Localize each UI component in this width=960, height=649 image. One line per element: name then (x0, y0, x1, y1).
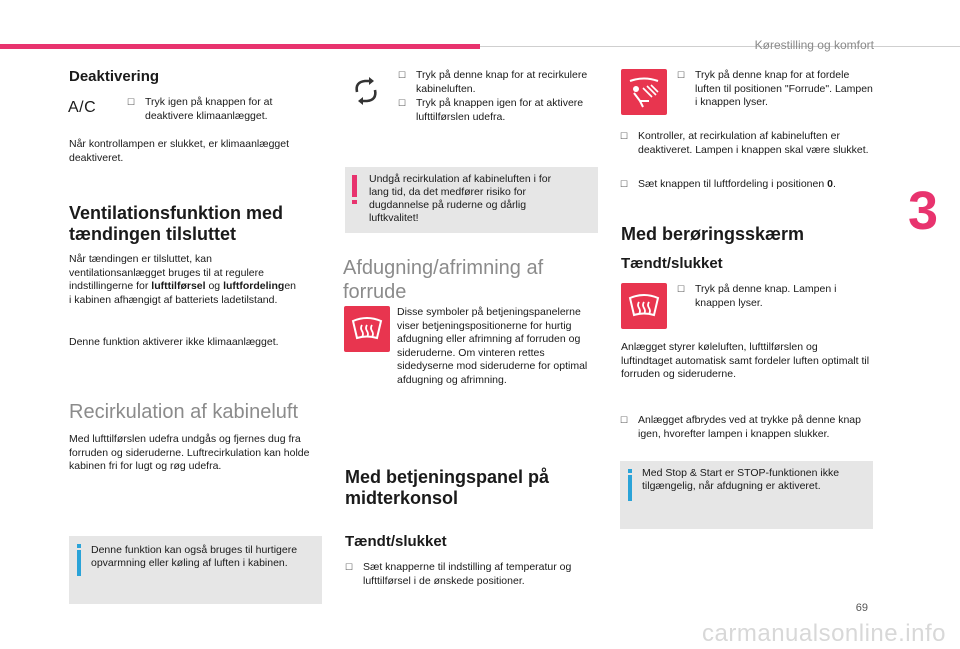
checkbox-bullet-icon: ☐ (398, 98, 407, 108)
checkbox-bullet-icon: ☐ (127, 97, 136, 107)
windshield-defrost-touch-icon (621, 283, 667, 329)
windshield-airflow-icon (621, 69, 667, 115)
checkbox-bullet-icon: ☐ (677, 70, 686, 80)
console-heading: Med betjeningspanel på midterkonsol (345, 467, 550, 508)
defog-text: Disse symboler på betjeningspanelerne viser betjeningspositionerne for hurtig afdugning eller afrimning af forruden og sideruderne. Om vinteren rettes sidedyserne mod sideruderne for optimal afdugning og afrimning. (397, 306, 588, 386)
info-icon (77, 544, 81, 548)
checkbox-bullet-icon: ☐ (620, 131, 629, 141)
stop-note: Med Stop & Start er STOP-funktionen ikke tilgængelig, når afdugning er aktiveret. (620, 461, 873, 529)
touch-bullet: ☐ Tryk på denne knap. Lampen i knappen lyser. (677, 283, 837, 309)
stop-bullet: ☐ Anlægget afbrydes ved at trykke på denne knap igen, hvorefter lampen i knappen slukker. (620, 414, 861, 440)
checkbox-bullet-icon: ☐ (620, 415, 629, 425)
checkbox-bullet-icon: ☐ (398, 70, 407, 80)
windshield-defrost-icon (344, 306, 390, 352)
checkbox-bullet-icon: ☐ (677, 284, 686, 294)
watermark: carmanualsonline.info (702, 620, 946, 647)
onoff-heading: Tændt/slukket (345, 533, 447, 550)
onoff-bullet: ☐ Sæt knapperne til indstilling af temperatur og lufttilførsel i de ønskede positioner. (345, 561, 572, 587)
ac-icon: A/C (68, 99, 97, 116)
recirculation-icon (351, 76, 381, 106)
recirc-bullet-1: ☐ Tryk på denne knap for at recirkulere kabineluften. (398, 69, 588, 95)
touch-text: Anlægget styrer køleluften, lufttilførslen og luftindtaget automatisk samt fordeler luften optimalt til forruden og sideruderne. (621, 341, 870, 380)
defog-heading: Afdugning/afrimning af forrude (343, 257, 544, 303)
section-title: Kørestilling og komfort (754, 38, 874, 52)
touch-onoff-heading: Tændt/slukket (621, 255, 723, 272)
recirc-bullet-2: ☐ Tryk på knappen igen for at aktivere lufttilførslen udefra. (398, 97, 584, 123)
ac-text: Når kontrollampen er slukket, er klimaanlægget deaktiveret. (69, 138, 290, 164)
set-bullet: ☐ Sæt knappen til luftfordeling i positionen 0. (620, 178, 836, 190)
warning-icon (352, 175, 357, 197)
checkbox-bullet-icon: ☐ (345, 562, 354, 572)
header-rule (480, 46, 960, 47)
distribution-bullet: ☐ Tryk på denne knap for at fordele luften til positionen "Forrude". Lampen i knappen lyser. (677, 69, 873, 108)
info-note: Denne funktion kan også bruges til hurtigere opvarmning eller køling af luften i kabinen. (69, 536, 322, 604)
header-accent-bar (0, 44, 480, 49)
chapter-number: 3 (907, 181, 938, 241)
deactivation-heading: Deaktivering (69, 68, 160, 85)
page-number: 69 (855, 602, 868, 614)
vent-text-2: Denne funktion aktiverer ikke klimaanlægget. (69, 336, 279, 348)
warning-note: Undgå recirkulation af kabineluften i for lang tid, da det medfører risiko for dugdannelse på ruderne og dårlig luftkvalitet! (345, 167, 598, 233)
vent-text: Når tændingen er tilsluttet, kan ventilationsanlægget bruges til at regulere indstillingerne for lufttilførsel og luftfordelingen i kabinen afhængigt af batteriets ladetilstand. (69, 253, 296, 306)
info-icon (628, 469, 632, 473)
recirc-heading: Recirkulation af kabineluft (69, 401, 299, 423)
vent-heading: Ventilationsfunktion med tændingen tilsluttet (69, 203, 284, 244)
touch-heading: Med berøringsskærm (621, 224, 805, 244)
checkbox-bullet-icon: ☐ (620, 179, 629, 189)
check-bullet: ☐ Kontroller, at recirkulation af kabineluften er deaktiveret. Lampen i knappen skal være slukket. (620, 130, 869, 156)
recirc-text: Med lufttilførslen udefra undgås og fjernes dug fra forruden og sideruderne. Luftrecirkulation kan holde kabinen fri for lugt og røg udefra. (69, 433, 310, 472)
